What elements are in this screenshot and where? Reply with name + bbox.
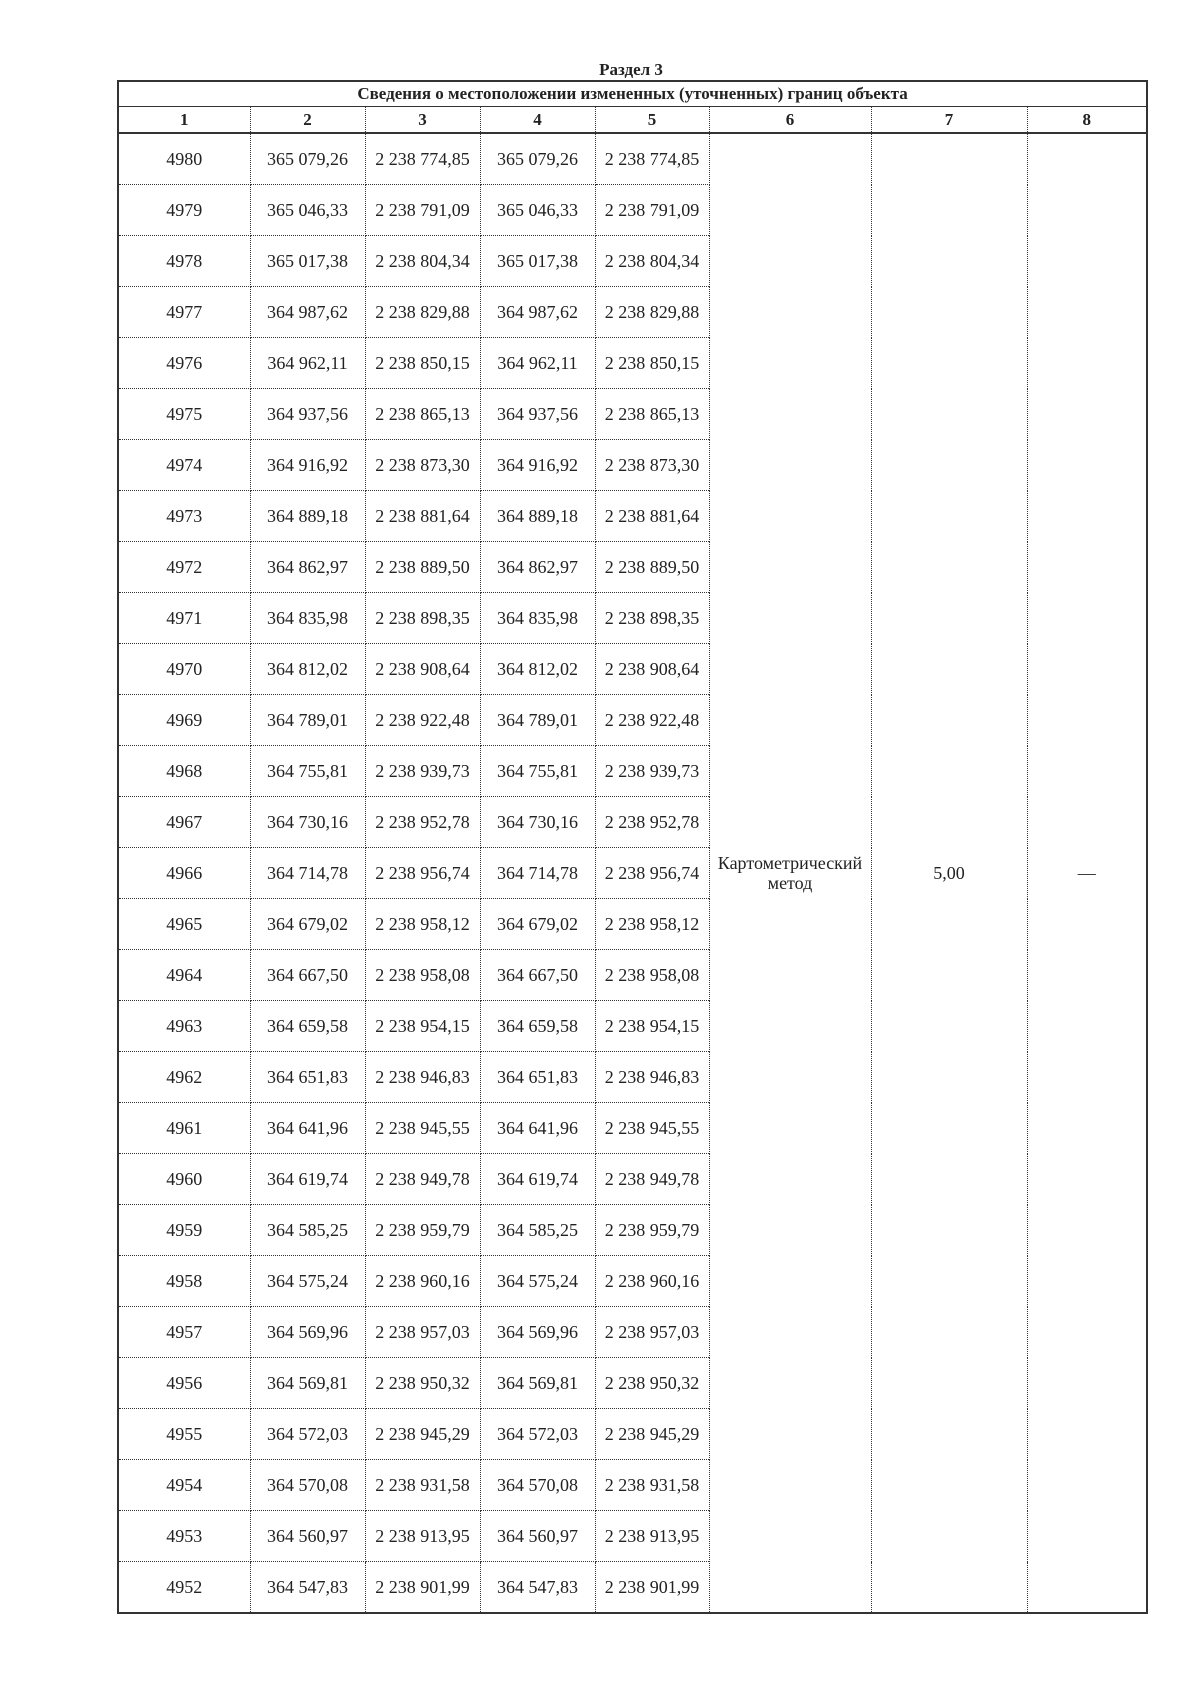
table-cell: 364 570,08 [480,1460,595,1511]
table-cell: 2 238 956,74 [595,848,709,899]
table-cell: 4974 [118,440,250,491]
table-cell: 4979 [118,185,250,236]
table-cell: 364 569,81 [480,1358,595,1409]
table-cell: 365 079,26 [250,133,365,185]
table-row [118,133,1147,185]
table-cell: 2 238 939,73 [365,746,480,797]
table-cell: 2 238 960,16 [595,1256,709,1307]
table-cell: 364 937,56 [480,389,595,440]
table-cell: 364 916,92 [480,440,595,491]
table-cell: 2 238 957,03 [595,1307,709,1358]
table-cell: 4958 [118,1256,250,1307]
table-cell: 2 238 952,78 [595,797,709,848]
table-cell: 4952 [118,1562,250,1614]
table-cell: 364 547,83 [480,1562,595,1614]
table-cell: 364 569,81 [250,1358,365,1409]
table-cell: 364 789,01 [480,695,595,746]
table-cell: 2 238 949,78 [365,1154,480,1205]
column-number-row [118,107,1147,134]
table-cell: 2 238 908,64 [365,644,480,695]
table-cell: 2 238 939,73 [595,746,709,797]
table-cell: 2 238 889,50 [365,542,480,593]
table-cell: 2 238 945,55 [365,1103,480,1154]
table-cell: 2 238 829,88 [365,287,480,338]
table-cell: 364 560,97 [480,1511,595,1562]
table-cell: 364 570,08 [250,1460,365,1511]
table-cell: 364 755,81 [250,746,365,797]
table-cell: 364 585,25 [480,1205,595,1256]
table-cell: 364 572,03 [480,1409,595,1460]
table-cell: 364 835,98 [480,593,595,644]
coordinates-table [117,80,1148,1614]
table-cell: 364 755,81 [480,746,595,797]
table-cell: 4977 [118,287,250,338]
table-cell: 4966 [118,848,250,899]
table-cell: 4971 [118,593,250,644]
table-cell: 2 238 945,29 [595,1409,709,1460]
table-cell: 2 238 949,78 [595,1154,709,1205]
table-cell: 2 238 946,83 [595,1052,709,1103]
table-cell: 2 238 898,35 [595,593,709,644]
table-cell: 2 238 898,35 [365,593,480,644]
table-cell: 4956 [118,1358,250,1409]
table-cell: 2 238 829,88 [595,287,709,338]
table-cell: 364 987,62 [480,287,595,338]
table-cell: 4978 [118,236,250,287]
table-cell: 364 572,03 [250,1409,365,1460]
accuracy-cell: 5,00 [871,133,1027,1613]
table-cell: 364 651,83 [480,1052,595,1103]
table-cell: 364 619,74 [480,1154,595,1205]
table-cell: 2 238 922,48 [595,695,709,746]
table-cell: 4962 [118,1052,250,1103]
table-cell: 4972 [118,542,250,593]
table-cell: 365 046,33 [480,185,595,236]
table-cell: 2 238 881,64 [365,491,480,542]
table-cell: 2 238 931,58 [595,1460,709,1511]
table-cell: 364 862,97 [480,542,595,593]
table-cell: 2 238 804,34 [595,236,709,287]
table-cell: 4955 [118,1409,250,1460]
table-cell: 2 238 774,85 [365,133,480,185]
table-cell: 2 238 954,15 [365,1001,480,1052]
table-cell: 364 560,97 [250,1511,365,1562]
table-cell: 2 238 950,32 [365,1358,480,1409]
column-header-5: 5 [595,107,709,134]
table-cell: 2 238 946,83 [365,1052,480,1103]
table-cell: 2 238 945,29 [365,1409,480,1460]
table-cell: 2 238 950,32 [595,1358,709,1409]
table-cell: 4967 [118,797,250,848]
table-cell: 364 730,16 [250,797,365,848]
table-cell: 2 238 956,74 [365,848,480,899]
table-cell: 364 679,02 [480,899,595,950]
table-cell: 364 962,11 [480,338,595,389]
table-cell: 364 569,96 [480,1307,595,1358]
table-cell: 365 017,38 [480,236,595,287]
table-cell: 364 667,50 [250,950,365,1001]
table-cell: 364 789,01 [250,695,365,746]
table-cell: 2 238 901,99 [365,1562,480,1614]
table-cell: 364 641,96 [250,1103,365,1154]
column-header-7: 7 [871,107,1027,134]
table-cell: 2 238 850,15 [595,338,709,389]
table-cell: 2 238 954,15 [595,1001,709,1052]
column-header-4: 4 [480,107,595,134]
table-cell: 2 238 791,09 [595,185,709,236]
method-cell: Картометрический метод [709,133,871,1613]
table-cell: 4964 [118,950,250,1001]
table-cell: 364 862,97 [250,542,365,593]
table-cell: 2 238 958,08 [365,950,480,1001]
table-cell: 2 238 865,13 [595,389,709,440]
table-cell: 364 659,58 [480,1001,595,1052]
table-cell: 365 046,33 [250,185,365,236]
table-cell: 2 238 804,34 [365,236,480,287]
section-title: Раздел 3 [599,60,663,79]
table-cell: 2 238 958,12 [595,899,709,950]
table-cell: 2 238 959,79 [365,1205,480,1256]
table-cell: 2 238 957,03 [365,1307,480,1358]
table-cell: 364 619,74 [250,1154,365,1205]
table-cell: 4953 [118,1511,250,1562]
table-cell: 364 987,62 [250,287,365,338]
column-header-3: 3 [365,107,480,134]
table-cell: 4968 [118,746,250,797]
table-cell: 2 238 952,78 [365,797,480,848]
table-cell: 2 238 922,48 [365,695,480,746]
table-cell: 364 714,78 [250,848,365,899]
table-cell: 364 679,02 [250,899,365,950]
table-cell: 2 238 791,09 [365,185,480,236]
table-cell: 4965 [118,899,250,950]
table-cell: 4980 [118,133,250,185]
table-cell: 364 651,83 [250,1052,365,1103]
table-cell: 364 547,83 [250,1562,365,1614]
table-cell: 2 238 774,85 [595,133,709,185]
table-cell: 2 238 873,30 [595,440,709,491]
table-cell: 2 238 960,16 [365,1256,480,1307]
table-cell: 364 730,16 [480,797,595,848]
table-cell: 364 575,24 [480,1256,595,1307]
table-cell: 2 238 850,15 [365,338,480,389]
table-cell: 4954 [118,1460,250,1511]
table-cell: 364 916,92 [250,440,365,491]
table-cell: 2 238 881,64 [595,491,709,542]
table-cell: 364 937,56 [250,389,365,440]
table-cell: 365 017,38 [250,236,365,287]
table-cell: 364 812,02 [250,644,365,695]
table-cell: 2 238 913,95 [595,1511,709,1562]
table-cell: 4976 [118,338,250,389]
table-cell: 364 889,18 [480,491,595,542]
table-cell: 4957 [118,1307,250,1358]
table-cell: 364 659,58 [250,1001,365,1052]
table-cell: 364 569,96 [250,1307,365,1358]
table-cell: 364 835,98 [250,593,365,644]
table-cell: 364 575,24 [250,1256,365,1307]
table-cell: 2 238 901,99 [595,1562,709,1614]
table-cell: 364 641,96 [480,1103,595,1154]
table-cell: 2 238 873,30 [365,440,480,491]
column-header-1: 1 [118,107,250,134]
table-cell: 2 238 958,12 [365,899,480,950]
table-cell: 2 238 959,79 [595,1205,709,1256]
table-cell: 4973 [118,491,250,542]
table-cell: 364 812,02 [480,644,595,695]
column-header-6: 6 [709,107,871,134]
table-body [118,133,1147,1613]
table-cell: 4961 [118,1103,250,1154]
column-8-cell: — [1027,133,1147,1613]
table-cell: 4963 [118,1001,250,1052]
table-cell: 4960 [118,1154,250,1205]
table-cell: 2 238 865,13 [365,389,480,440]
table-cell: 4969 [118,695,250,746]
table-cell: 2 238 945,55 [595,1103,709,1154]
table-cell: 2 238 889,50 [595,542,709,593]
table-cell: 2 238 931,58 [365,1460,480,1511]
column-header-8: 8 [1027,107,1147,134]
table-cell: 364 667,50 [480,950,595,1001]
table-cell: 2 238 908,64 [595,644,709,695]
table-cell: 4975 [118,389,250,440]
table-cell: 364 714,78 [480,848,595,899]
table-cell: 364 585,25 [250,1205,365,1256]
table-caption: Сведения о местоположении измененных (уточненных) границ объекта [118,81,1147,107]
table-cell: 365 079,26 [480,133,595,185]
table-cell: 2 238 958,08 [595,950,709,1001]
column-header-2: 2 [250,107,365,134]
table-cell: 2 238 913,95 [365,1511,480,1562]
table-cell: 4970 [118,644,250,695]
table-cell: 4959 [118,1205,250,1256]
table-cell: 364 962,11 [250,338,365,389]
table-cell: 364 889,18 [250,491,365,542]
